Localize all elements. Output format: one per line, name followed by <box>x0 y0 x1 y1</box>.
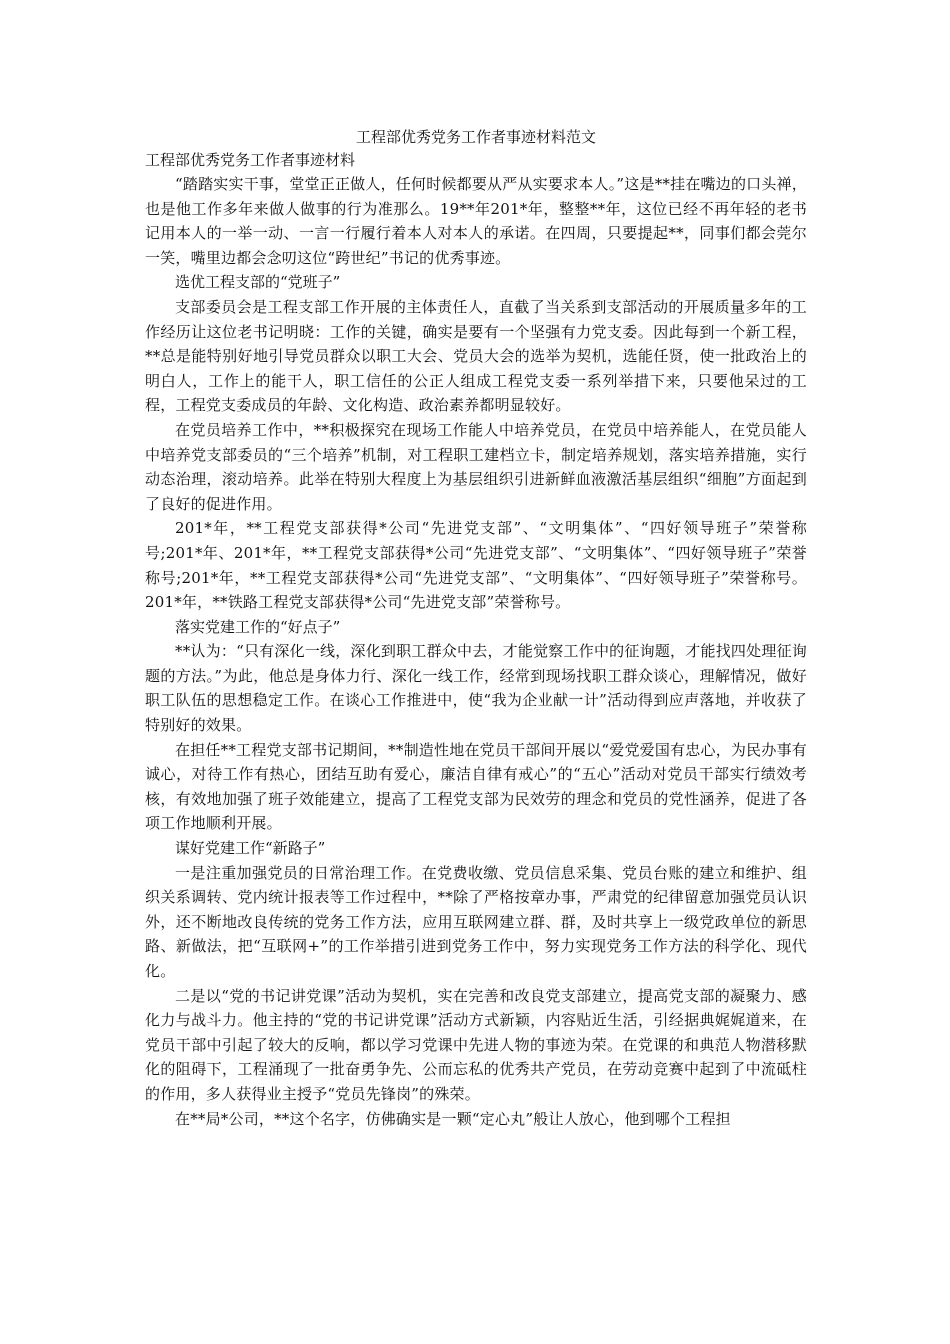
section-heading-good-ideas: 落实党建工作的“好点子” <box>175 617 341 636</box>
paragraph-reassurance: 在**局*公司，**这个名字，仿佛确实是一颗“定心丸”般让人放心，他到哪个工程担 <box>175 1109 731 1128</box>
section-heading-new-path: 谋好党建工作“新路子” <box>175 839 326 858</box>
paragraph-training: 在党员培养工作中，**积极探究在现场工作能人中培养党员，在党员中培养能人，在党员能人中培养党支部委员的“三个培养”机制，对工程职工建档立卡，制定培养规划，落实培养措施，实行动态治理，滚动培养。此举在特别大程度上为基层组织引进新鲜血液激活基层组织“细胞”方面起到了良好的促进作用。 <box>145 420 807 513</box>
section-heading-party-team: 选优工程支部的“党班子” <box>175 273 341 292</box>
paragraph-committee: 支部委员会是工程支部工作开展的主体责任人，直截了当关系到支部活动的开展质量多年的工作经历让这位老书记明晓：工作的关键，确实是要有一个坚强有力党支委。因此每到一个新工程，**总是能特别好地引导党员群众以职工大会、党员大会的选举为契机，选能任贤，使一批政治上的明白人，工作上的能干人，职工信任的公正人组成工程党支委一系列举措下来，只要他呆过的工程，工程党支委成员的年龄、文化构造、政治素养都明显较好。 <box>145 297 807 415</box>
paragraph-intro: “踏踏实实干事，堂堂正正做人，任何时候都要从严从实要求本人。”这是**挂在嘴边的口头禅，也是他工作多年来做人做事的行为准那么。19**年201*年，整整**年，这位已经不再年轻的老书记用本人的一举一动、一言一行履行着本人对本人的承诺。在四周，只要提起**，同事们都会莞尔一笑，嘴里边都会念叨这位“跨世纪”书记的优秀事迹。 <box>145 175 807 267</box>
paragraph-frontline: **认为：“只有深化一线，深化到职工群众中去，才能觉察工作中的征询题，才能找四处理征询题的方法。”为此，他总是身体力行、深化一线工作，经常到现场找职工群众谈心，理解情况，做好职工队伍的思想稳定工作。在谈心工作推进中，使“我为企业献一计”活动得到应声落地，并收获了特别好的效果。 <box>145 642 807 735</box>
document-subtitle: 工程部优秀党务工作者事迹材料 <box>145 151 356 169</box>
document-body <box>145 126 807 1131</box>
paragraph-daily-management: 一是注重加强党员的日常治理工作。在党费收缴、党员信息采集、党员台账的建立和维护、组织关系调转、党内统计报表等工作过程中，**除了严格按章办事，严肃党的纪律留意加强党员认识外，还不断地改良传统的党务工作方法，应用互联网建立群、群，及时共享上一级党政单位的新思路、新做法，把“互联网+”的工作举措引进到党务工作中，努力实现党务工作方法的科学化、现代化。 <box>145 863 807 980</box>
document-title: 工程部优秀党务工作者事迹材料范文 <box>355 128 596 146</box>
paragraph-five-hearts: 在担任**工程党支部书记期间，**制造性地在党员干部间开展以“爱党爱国有忠心，为民办事有诚心，对待工作有热心，团结互助有爱心，廉洁自律有戒心”的“五心”活动对党员干部实行绩效考核，有效地加强了班子效能建立，提高了工程党支部为民效劳的理念和党员的党性涵养，促进了各项工作地顺利开展。 <box>145 740 807 833</box>
paragraph-honors: 201*年，**工程党支部获得*公司“先进党支部”、“文明集体”、“四好领导班子”荣誉称号;201*年、201*年，**工程党支部获得*公司“先进党支部”、“文明集体”、“四好领导班子”荣誉称号;201*年，**工程党支部获得*公司“先进党支部”、“文明集体”、“四好领导班子”荣誉称号。201*年，**铁路工程党支部获得*公司“先进党支部”荣誉称号。 <box>145 519 807 612</box>
paragraph-party-lecture: 二是以“党的书记讲党课”活动为契机，实在完善和改良党支部建立，提高党支部的凝聚力、感化力与战斗力。他主持的“党的书记讲党课”活动方式新颖，内容贴近生活，引经据典娓娓道来，在党员干部中引起了较大的反响，都以学习党课中先进人物的事迹为荣。在党课的和典范人物潜移默化的阻碍下，工程涌现了一批奋勇争先、公而忘私的优秀共产党员，在劳动竞赛中起到了中流砥柱的作用，多人获得业主授予“党员先锋岗”的殊荣。 <box>145 986 807 1103</box>
